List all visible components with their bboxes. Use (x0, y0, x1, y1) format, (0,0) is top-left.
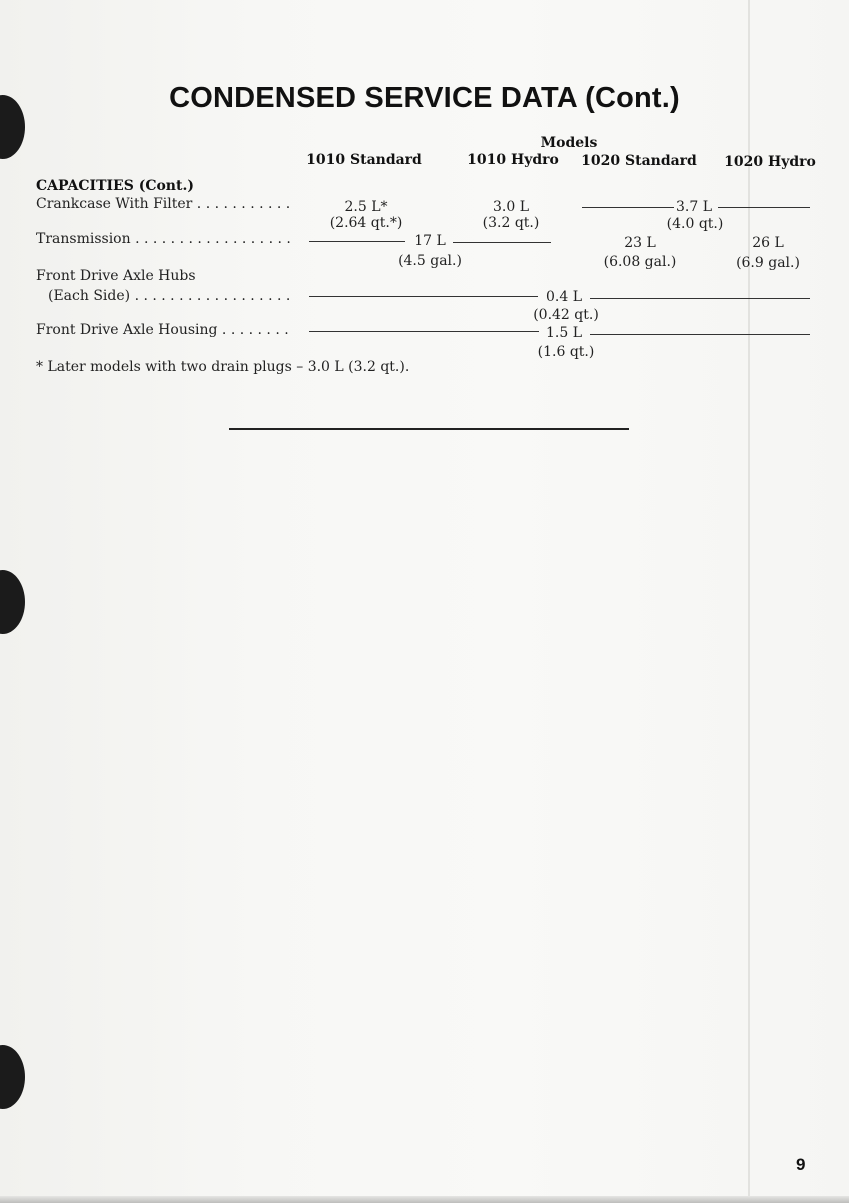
model-header-1020-hydro: 1020 Hydro (724, 154, 816, 170)
transmission-1020-hydro-value: 26 L (752, 235, 784, 251)
section-divider (229, 428, 629, 430)
model-header-1020-standard: 1020 Standard (581, 153, 697, 169)
span-line-right (718, 207, 810, 208)
model-header-1010-standard: 1010 Standard (306, 152, 422, 168)
span-line-left (309, 331, 539, 332)
page-edge-shadow (0, 1196, 849, 1203)
crankcase-1020-value: 3.7 L (675, 199, 713, 215)
row-label-crankcase: Crankcase With Filter . . . . . . . . . . . (36, 196, 291, 212)
transmission-1010-alt: (4.5 gal.) (398, 253, 462, 269)
span-line-right (453, 242, 551, 243)
transmission-1020-standard-value: 23 L (624, 235, 656, 251)
crankcase-1010-standard-alt: (2.64 qt.*) (329, 215, 403, 231)
footnote: * Later models with two drain plugs – 3.0 L (3.2 qt.). (36, 359, 410, 375)
transmission-1020-hydro-alt: (6.9 gal.) (736, 255, 800, 271)
crankcase-1010-hydro-value: 3.0 L (492, 199, 530, 215)
page-number: 9 (796, 1155, 806, 1174)
page-fold (748, 0, 750, 1203)
span-line-left (309, 296, 538, 297)
model-header-1010-hydro: 1010 Hydro (467, 152, 559, 168)
row-label-transmission: Transmission . . . . . . . . . . . . . . . . . . (36, 231, 291, 247)
page-title: CONDENSED SERVICE DATA (Cont.) (169, 82, 680, 114)
section-heading: CAPACITIES (Cont.) (36, 178, 194, 194)
transmission-1020-standard-alt: (6.08 gal.) (603, 254, 677, 270)
span-line-left (582, 207, 674, 208)
hubs-alt: (0.42 qt.) (533, 307, 599, 323)
models-heading: Models (540, 135, 598, 151)
crankcase-1010-hydro-alt: (3.2 qt.) (482, 215, 540, 231)
crankcase-1010-standard-value: 2.5 L* (344, 199, 388, 215)
row-label-hubs: Front Drive Axle Hubs (36, 268, 196, 284)
row-label-hubs-each-side: (Each Side) . . . . . . . . . . . . . . . . . . (48, 288, 291, 304)
transmission-1010-value: 17 L (414, 233, 446, 249)
crankcase-1020-alt: (4.0 qt.) (666, 216, 724, 232)
hubs-value: 0.4 L (545, 289, 583, 305)
housing-value: 1.5 L (545, 325, 583, 341)
housing-alt: (1.6 qt.) (537, 344, 595, 360)
row-label-housing: Front Drive Axle Housing . . . . . . . . (36, 322, 289, 338)
span-line-right (590, 298, 810, 299)
span-line-left (309, 241, 405, 242)
span-line-right (590, 334, 810, 335)
